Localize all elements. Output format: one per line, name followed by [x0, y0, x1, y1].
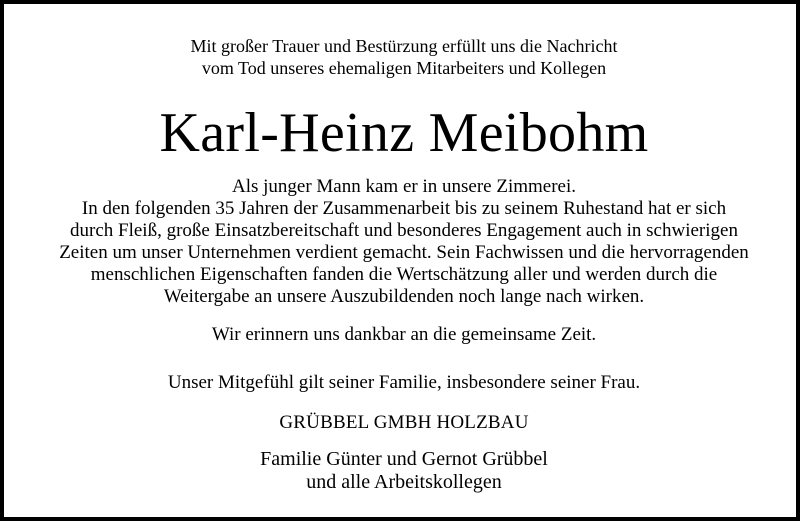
- tribute-line-4: Zeiten um unser Unternehmen verdient gemacht. Sein Fachwissen und die hervorragenden: [59, 242, 749, 263]
- tribute-line-1: Als junger Mann kam er in unsere Zimmerei.: [231, 176, 576, 197]
- intro-line-1: Mit großer Trauer und Bestürzung erfüllt uns die Nachricht: [190, 36, 618, 56]
- remembrance-line: Wir erinnern uns dankbar an die gemeinsame Zeit.: [211, 324, 597, 345]
- sympathy-line: Unser Mitgefühl gilt seiner Familie, insbesondere seiner Frau.: [167, 372, 641, 393]
- deceased-name: Karl-Heinz Meibohm: [159, 102, 649, 164]
- tribute-line-3: durch Fleiß, große Einsatzbereitschaft und besonderes Engagement auch in schwierigen: [70, 220, 738, 241]
- signatories-line-1: Familie Günter und Gernot Grübbel: [260, 448, 548, 470]
- intro-line-2: vom Tod unseres ehemaligen Mitarbeiters und Kollegen: [201, 58, 607, 78]
- tribute-line-6: Weitergabe an unsere Auszubildenden noch lange nach wirken.: [163, 286, 645, 307]
- tribute-line-2: In den folgenden 35 Jahren der Zusammenarbeit bis zu seinem Ruhestand hat er sich: [81, 198, 727, 219]
- company-name: GRÜBBEL GMBH HOLZBAU: [279, 412, 529, 433]
- signatories-line-2: und alle Arbeitskollegen: [306, 471, 502, 493]
- tribute-line-5: menschlichen Eigenschaften fanden die Wertschätzung aller und werden durch die: [90, 264, 718, 285]
